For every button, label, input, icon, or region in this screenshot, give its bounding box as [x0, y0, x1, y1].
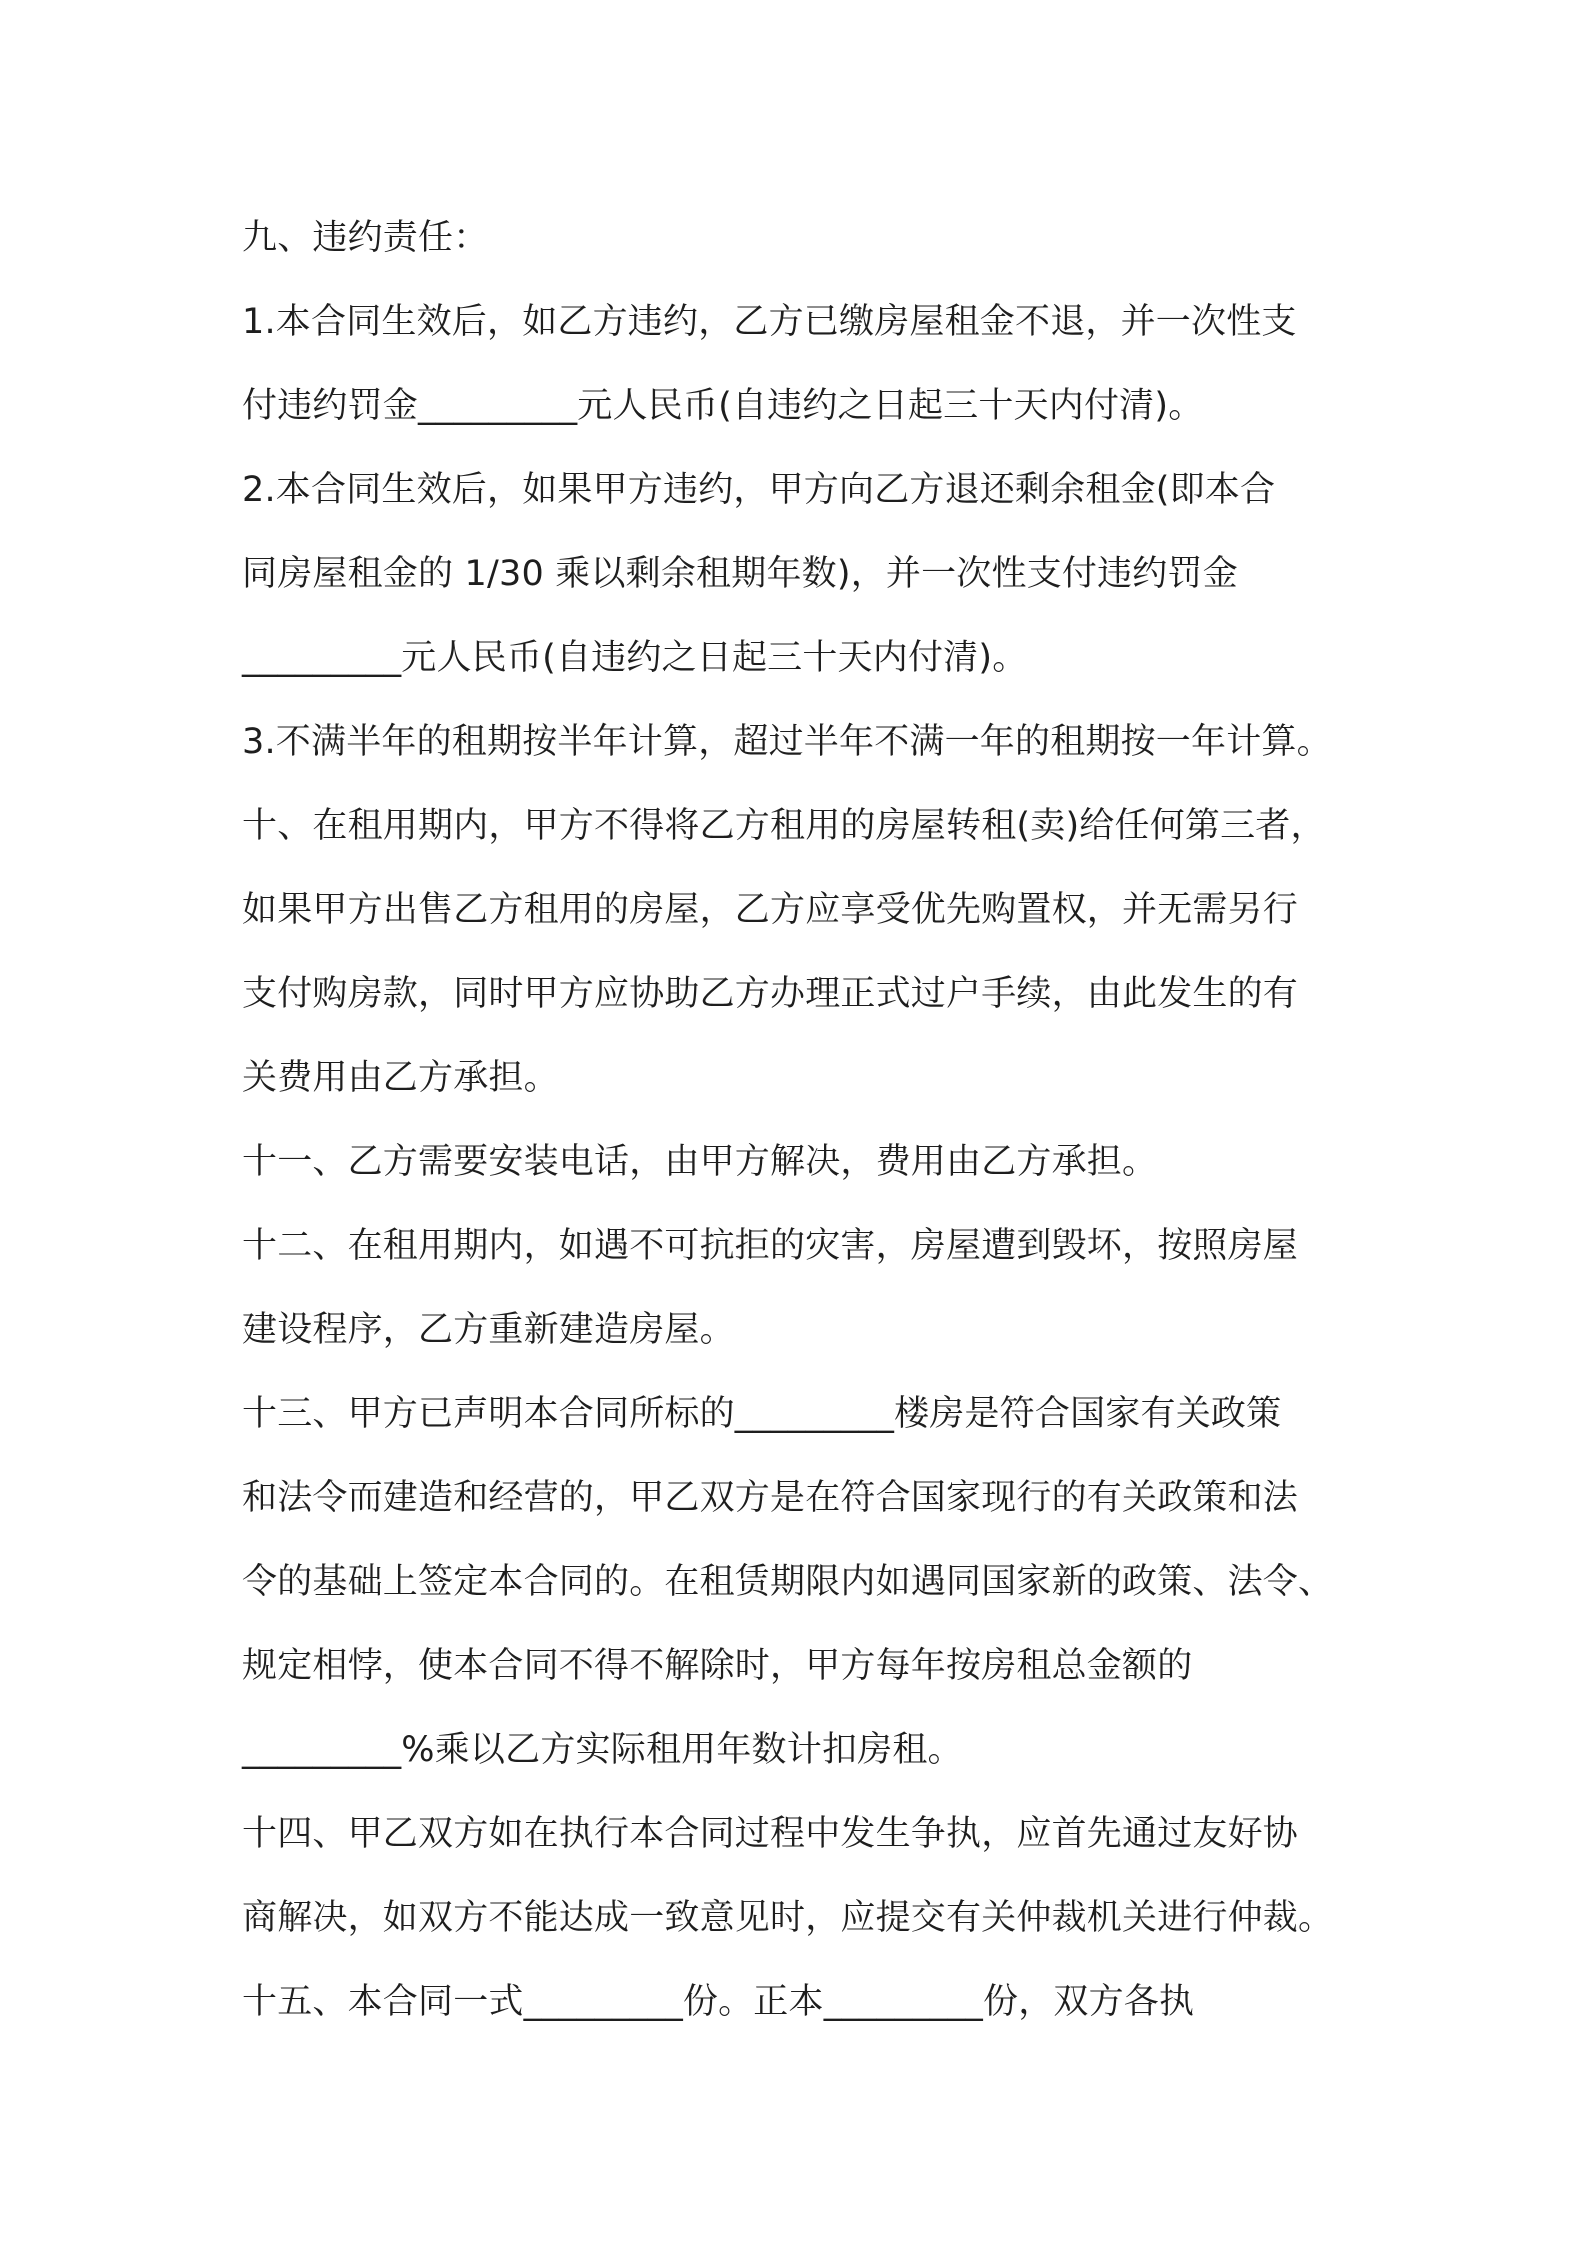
clause-9-2-line-3: _________元人民币(自违约之日起三十天内付清)。	[242, 638, 1028, 678]
section-10-line-4: 关费用由乙方承担。	[242, 1058, 559, 1098]
section-14-line-2: 商解决，如双方不能达成一致意见时，应提交有关仲裁机关进行仲裁。	[242, 1898, 1334, 1938]
section-13-line-5: _________%乘以乙方实际租用年数计扣房租。	[242, 1730, 963, 1770]
section-10-line-3: 支付购房款，同时甲方应协助乙方办理正式过户手续，由此发生的有	[242, 974, 1299, 1014]
section-13-line-1: 十三、甲方已声明本合同所标的_________楼房是符合国家有关政策	[242, 1394, 1282, 1434]
clause-9-2-line-2: 同房屋租金的 1/30 乘以剩余租期年数)，并一次性支付违约罚金	[242, 554, 1238, 594]
section-9-heading: 九、违约责任：	[242, 218, 489, 258]
contract-text	[242, 196, 1382, 2044]
clause-9-1-line-1: 1.本合同生效后，如乙方违约，乙方已缴房屋租金不退，并一次性支	[242, 302, 1297, 342]
section-14-line-1: 十四、甲乙双方如在执行本合同过程中发生争执，应首先通过友好协	[242, 1814, 1299, 1854]
section-11-line-1: 十一、乙方需要安装电话，由甲方解决，费用由乙方承担。	[242, 1142, 1158, 1182]
section-13-line-2: 和法令而建造和经营的，甲乙双方是在符合国家现行的有关政策和法	[242, 1478, 1299, 1518]
clause-9-1-line-2: 付违约罚金_________元人民币(自违约之日起三十天内付清)。	[242, 386, 1204, 426]
section-12-line-2: 建设程序，乙方重新建造房屋。	[242, 1310, 735, 1350]
section-13-line-4: 规定相悖，使本合同不得不解除时，甲方每年按房租总金额的	[242, 1646, 1193, 1686]
clause-9-3-line-1: 3.不满半年的租期按半年计算，超过半年不满一年的租期按一年计算。	[242, 722, 1332, 762]
section-15-line-1: 十五、本合同一式_________份。正本_________份，双方各执	[242, 1982, 1195, 2022]
clause-9-2-line-1: 2.本合同生效后，如果甲方违约，甲方向乙方退还剩余租金(即本合	[242, 470, 1276, 510]
section-10-line-1: 十、在租用期内，甲方不得将乙方租用的房屋转租(卖)给任何第三者，	[242, 806, 1326, 846]
section-13-line-3: 令的基础上签定本合同的。在租赁期限内如遇同国家新的政策、法令、	[242, 1562, 1334, 1602]
section-10-line-2: 如果甲方出售乙方租用的房屋，乙方应享受优先购置权，并无需另行	[242, 890, 1299, 930]
section-12-line-1: 十二、在租用期内，如遇不可抗拒的灾害，房屋遭到毁坏，按照房屋	[242, 1226, 1299, 1266]
